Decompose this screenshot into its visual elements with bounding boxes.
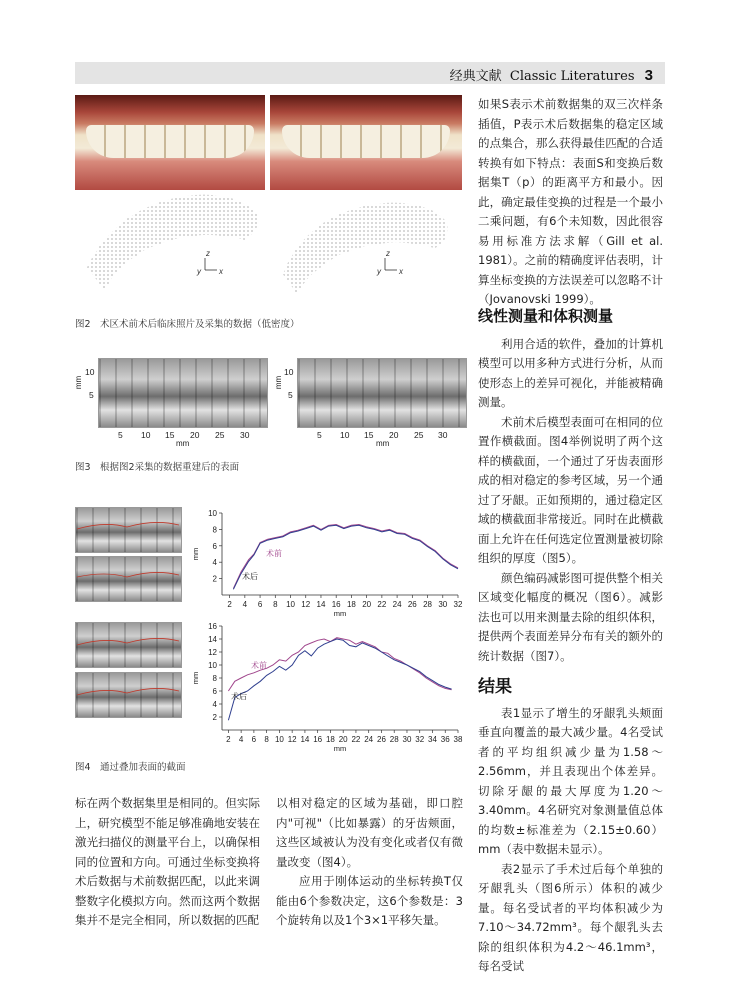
preop-clinical-photo [75, 95, 265, 190]
fig3-right-xlabel: mm [376, 439, 390, 448]
bottom-chart-ytick-label: 6 [212, 687, 217, 696]
fig3-left-xtick-5: 5 [118, 430, 123, 440]
top-chart-ytick-label: 6 [212, 541, 217, 551]
cross-section-chart-bottom [180, 620, 466, 752]
paragraph-results-2: 表2显示了手术过后每个单独的牙龈乳头（图6所示）体积的减少量。每名受试者的平均体积减少为7.10～34.72mm³。每个龈乳头去除的组织体积为4.2～46.1mm³，每名受试 [478, 861, 663, 973]
bottom-chart-xtick-label: 32 [415, 735, 425, 744]
preop-surface-texture [99, 359, 267, 427]
paragraph-measure-1: 利用合适的软件，叠加的计算机模型可以用多种方式进行分析，从而使形态上的差异可视化，并能被精确测量。 [478, 336, 663, 409]
header-section: 经典文献 [449, 69, 502, 84]
fig3-left-xtick-30: 30 [240, 430, 250, 440]
postop-surface [297, 358, 467, 428]
bottom-chart-xtick-label: 6 [251, 735, 257, 744]
fig3-right-ylabel: mm [274, 375, 284, 390]
paragraph-stable-region: 以相对稳定的区域为基础，即口腔内"可视"（比如暴露）的牙齿颊面，这些区域被认为没有变化或者仅有微量改变（图4）。 [276, 796, 463, 869]
fig3-right-xtick-15: 15 [364, 430, 374, 440]
bottom-chart-xtick-label: 30 [402, 735, 412, 744]
fig3-right-ytick-5: 5 [288, 390, 293, 400]
bottom-chart-xtick-label: 34 [428, 735, 437, 744]
postop-axis-z: z [386, 249, 390, 258]
top-chart-ylabel: mm [191, 547, 200, 561]
bottom-chart-xlabel: mm [333, 744, 347, 753]
bottom-chart-ytick-label: 14 [208, 635, 217, 644]
top-chart-xtick-label: 16 [331, 600, 341, 609]
figure2-caption: 图2 术区术前术后临床照片及采集的数据（低密度） [75, 319, 300, 330]
fig3-left-ytick-10: 10 [85, 367, 95, 377]
postop-axis-x: x [399, 267, 403, 276]
bottom-chart-xtick-label: 26 [377, 735, 386, 744]
bottom-chart-xtick-label: 24 [364, 735, 374, 744]
bottom-middle-column [276, 794, 463, 934]
bottom-chart-ytick-label: 2 [212, 713, 217, 722]
top-chart-xtick-label: 10 [286, 600, 295, 609]
postop-axis-y: y [377, 267, 381, 276]
preop-surface [98, 358, 268, 428]
top-chart-ytick-label: 10 [208, 509, 217, 518]
paragraph-rigid-transform: 应用于刚体运动的坐标转换T仅能由6个参数决定，这6个参数是：3个旋转角以及1个3×1平移矢量。 [276, 874, 463, 927]
top-chart-xtick-label: 26 [407, 600, 417, 609]
point-cloud-scans [75, 190, 465, 300]
fig3-right-xtick-5: 5 [317, 430, 322, 440]
top-chart-xtick-label: 12 [301, 600, 311, 609]
heading-results: 结果 [478, 677, 512, 697]
preop-axis-y: y [197, 267, 201, 276]
bottom-chart-xtick-label: 28 [389, 735, 399, 744]
header-title-en: Classic Literatures [509, 69, 635, 84]
postop-clinical-photo [270, 95, 462, 190]
preop-axis-x: x [219, 267, 223, 276]
fig3-left-xtick-10: 10 [141, 430, 151, 440]
bottom-chart-ytick-label: 16 [208, 622, 217, 631]
bottom-chart-ylabel: mm [191, 671, 200, 685]
fig3-left-xtick-15: 15 [165, 430, 175, 440]
bottom-chart-xtick-label: 36 [440, 735, 450, 744]
fig3-right-ytick-10: 10 [284, 367, 294, 377]
bottom-chart-xtick-label: 8 [264, 735, 269, 744]
paragraph-transform-intro: 如果S表示术前数据集的双三次样条插值，P表示术后数据集的稳定区域的点集合，那么获得最佳匹配的合适转换有如下特点：表面S和变换后数据集T（p）的距离平方和最小。因此，确定最佳变换的过程是一个最小二乘问题，有6个未知数，因此很容易用标准方法求解（Gill et al. 1981）。之前的精确度评估表明，计算坐标变换的方法误差可以忽略不计（Jovanovski 1999）。 [478, 97, 663, 306]
section-line-2 [77, 572, 179, 577]
fig4-section-lines [75, 507, 181, 717]
fig3-right-xtick-25: 25 [414, 430, 424, 440]
top-chart-xtick-label: 18 [346, 600, 356, 609]
top-chart-xtick-label: 4 [242, 600, 248, 609]
right-column [478, 95, 663, 973]
bottom-chart-xtick-label: 10 [274, 735, 284, 744]
preop-teeth-illustration [86, 125, 253, 157]
bottom-chart-ytick-label: 8 [212, 674, 217, 683]
fig4-top-label-post: 术后 [242, 572, 258, 581]
fig3-right-xtick-30: 30 [438, 430, 448, 440]
preop-axis-z: z [206, 249, 210, 258]
bottom-chart-xtick-label: 38 [453, 735, 463, 744]
bottom-chart-xtick-label: 2 [226, 735, 231, 744]
top-chart-xtick-label: 8 [273, 600, 278, 609]
top-chart-ytick-label: 4 [212, 558, 217, 568]
top-chart-xtick-label: 14 [316, 600, 326, 609]
bottom-chart-ytick-label: 12 [208, 648, 217, 657]
cross-section-chart-top [180, 507, 466, 617]
postop-surface-texture [298, 359, 466, 427]
fig4-bottom-label-pre: 术前 [251, 661, 267, 670]
bottom-chart-xtick-label: 20 [338, 735, 348, 744]
bottom-chart-xtick-label: 12 [287, 735, 297, 744]
postop-axis-glyph [385, 258, 397, 270]
bottom-chart-series-postop-line [228, 639, 451, 720]
figure4-caption: 图4 通过叠加表面的截面 [75, 762, 186, 773]
section-line-4 [77, 688, 179, 695]
preop-point-cloud [87, 195, 258, 290]
top-chart-xtick-label: 2 [227, 600, 232, 609]
heading-linear-volume-measurement: 线性测量和体积测量 [478, 307, 614, 325]
running-header [75, 62, 665, 84]
bottom-chart-xtick-label: 22 [351, 735, 361, 744]
page-number: 3 [644, 67, 653, 84]
fig4-bottom-label-post: 术后 [231, 692, 247, 701]
top-chart-xtick-label: 24 [392, 600, 402, 609]
fig4-top-label-pre: 术前 [266, 549, 282, 558]
top-chart-xtick-label: 20 [362, 600, 372, 609]
preop-axis-glyph [205, 258, 217, 270]
figure3-caption: 图3 根据图2采集的数据重建后的表面 [75, 462, 240, 473]
postop-point-cloud [283, 203, 448, 294]
top-chart-xtick-label: 28 [423, 600, 433, 609]
fig3-right-xtick-20: 20 [389, 430, 399, 440]
fig3-left-ytick-5: 5 [89, 390, 94, 400]
header-label [450, 65, 653, 84]
top-chart-xtick-label: 32 [453, 600, 463, 609]
bottom-chart-xtick-label: 18 [325, 735, 335, 744]
bottom-chart-ytick-label: 10 [208, 661, 217, 670]
section-line-3 [77, 638, 179, 645]
top-chart-xlabel: mm [333, 609, 347, 618]
fig3-left-xtick-25: 25 [215, 430, 225, 440]
top-chart-xtick-label: 6 [257, 600, 263, 609]
paragraph-results-1: 表1显示了增生的牙龈乳头颊面垂直向覆盖的最大减少量。4名受试者的平均组织减少量为1.58～2.56mm，并且表现出个体差异。切除牙龈的最大厚度为1.20～3.40mm。4名研究对象测量值总体的均数±标准差为（2.15±0.60）mm（表中数据未显示）。 [478, 705, 663, 856]
bottom-chart-xtick-label: 4 [238, 735, 244, 744]
bottom-chart-ytick-label: 4 [212, 700, 217, 709]
paragraph-measure-2: 术前术后模型表面可在相同的位置作横截面。图4举例说明了两个这样的横截面，一个通过了牙齿表面形成的相对稳定的参考区域，另一个通过了牙龈。正如预期的，通过稳定区域的横截面非常接近。同时在此横截面上允许在任何选定位置测量被切除组织的厚度（图5）。 [478, 414, 663, 565]
fig3-left-xtick-20: 20 [190, 430, 200, 440]
section-line-1 [77, 522, 179, 529]
paragraph-registration: 标在两个数据集里是相同的。但实际上，研究模型不能足够准确地安装在激光扫描仪的测量平台上，以确保相同的位置和方向。可通过坐标变换将术后数据与术前数据匹配，以此来调整数字化模拟方向。然而这两个数据集并不是完全相同，所以数据的匹配 [75, 796, 260, 927]
bottom-chart-xtick-label: 14 [300, 735, 310, 744]
bottom-left-column [75, 794, 260, 934]
top-chart-xtick-label: 22 [377, 600, 387, 609]
postop-teeth-illustration [282, 125, 451, 157]
fig3-left-xlabel: mm [176, 439, 190, 448]
fig3-right-xtick-10: 10 [340, 430, 350, 440]
fig3-left-ylabel: mm [74, 375, 84, 390]
top-chart-ytick-label: 8 [212, 525, 217, 535]
paragraph-measure-3: 颜色编码减影图可提供整个相关区域变化幅度的概况（图6）。减影法也可以用来测量去除的组织体积，提供两个表面差异分布有关的额外的统计数据（图7）。 [478, 570, 663, 663]
bottom-chart-xtick-label: 16 [313, 735, 323, 744]
top-chart-xtick-label: 30 [438, 600, 448, 609]
top-chart-ytick-label: 2 [212, 574, 217, 584]
